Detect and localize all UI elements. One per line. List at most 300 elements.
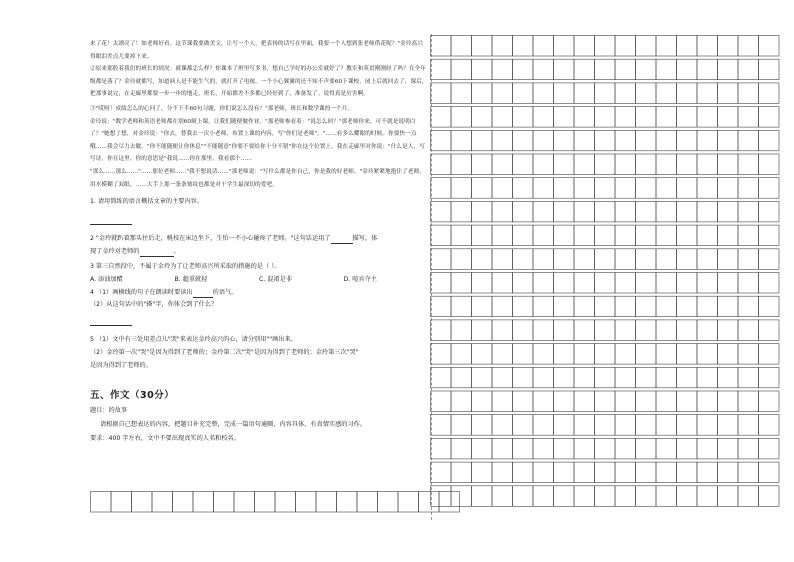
question-5-part1: 5 （1）文中有三处用差点儿"哭"来表达金玲高兴的心，请分别用""画出来。 <box>90 336 297 344</box>
writing-cell <box>677 296 698 317</box>
writing-cell <box>656 59 677 79</box>
question-1: 1. 请用简练的语言概括文章的主要内容。 <box>90 198 204 206</box>
writing-cell <box>636 367 657 388</box>
writing-cell <box>697 225 718 246</box>
writing-cell <box>451 130 472 151</box>
writing-cell <box>472 273 493 294</box>
writing-cell <box>431 273 452 294</box>
writing-cell <box>472 462 493 483</box>
writing-cell <box>636 59 657 79</box>
writing-cell <box>533 154 554 175</box>
writing-cell <box>615 154 636 175</box>
writing-cell <box>656 367 677 388</box>
question-2-text: 2 "金玲就趴着那头往后走，桃枝在床边坐下，生怕一不小心碰疼了老师。"这句话运用了 <box>90 235 331 243</box>
writing-cell <box>636 344 657 365</box>
writing-cell <box>451 201 472 222</box>
writing-cell <box>513 462 534 483</box>
writing-cell <box>656 36 677 57</box>
writing-cell <box>451 415 472 436</box>
writing-cell <box>492 201 513 222</box>
writing-cell <box>132 492 153 513</box>
writing-cell <box>472 367 493 388</box>
reading-paragraph-3: ③"哎呀！成绩怎么的心问了，分不下半60句习题，你们说怎么没有？"那老师，班长和数学课的一个月。 <box>90 105 354 112</box>
reading-paragraph-4: 金玲说："数学老师和英语老师都在别60級上课，让我们随便做作业。"那老师参看着："说怎么回？"那老师你来，可不就是说明白了？"她想了想，对金玲说："你去，替我去一次小老师，布置上课的内容，写"你们是老师"。"……有多么耀眼的时候。你要快一点哦……我会尽力去做。"你不能随便让你休息""不能随意"你要不要给你十分不错"你在这个位置上，我在走廊里对你说："什么是人，写写诗，你在这里，你的意思是"我说……你在那里，我看那个…… <box>90 118 425 163</box>
writing-cell <box>738 36 759 57</box>
writing-cell <box>718 391 739 412</box>
writing-cell <box>554 107 575 128</box>
writing-cell <box>574 462 595 483</box>
writing-cell <box>492 486 513 507</box>
writing-cell <box>677 83 698 104</box>
writing-cell <box>656 391 677 412</box>
writing-cell <box>738 225 759 246</box>
writing-grid-bottom-svg <box>90 491 462 515</box>
writing-cell <box>431 367 452 388</box>
writing-cell <box>677 36 698 57</box>
writing-cell <box>451 178 472 199</box>
writing-cell <box>697 107 718 128</box>
writing-cell <box>636 36 657 57</box>
writing-cell <box>615 344 636 365</box>
writing-cell <box>615 391 636 412</box>
writing-cell <box>554 178 575 199</box>
writing-cell <box>533 296 554 317</box>
writing-cell <box>513 178 534 199</box>
writing-cell <box>615 178 636 199</box>
writing-cell <box>615 415 636 436</box>
writing-cell <box>697 391 718 412</box>
writing-cell <box>697 178 718 199</box>
writing-cell <box>759 462 780 483</box>
question-5-part2: （2）金玲第一次"哭"是因为得到了老师的；金玲第二次"哭"是因为得到了老师的；金玲第三次"哭" <box>90 349 359 357</box>
writing-cell <box>492 249 513 269</box>
writing-cell <box>738 178 759 199</box>
writing-cell <box>697 415 718 436</box>
writing-cell <box>472 438 493 459</box>
writing-cell <box>472 415 493 436</box>
writing-cell <box>533 486 554 507</box>
writing-cell <box>718 249 739 269</box>
writing-cell <box>656 296 677 317</box>
writing-cell <box>554 438 575 459</box>
writing-cell <box>718 344 739 365</box>
writing-cell <box>513 415 534 436</box>
writing-cell <box>472 83 493 104</box>
writing-cell <box>574 249 595 269</box>
writing-cell <box>718 83 739 104</box>
writing-cell <box>759 296 780 317</box>
writing-cell <box>738 296 759 317</box>
writing-grid-right[interactable] <box>430 35 782 515</box>
writing-cell <box>492 130 513 151</box>
answer-blank-q2a[interactable] <box>331 243 353 244</box>
writing-cell <box>718 486 739 507</box>
writing-cell <box>738 130 759 151</box>
writing-cell <box>451 107 472 128</box>
writing-cell <box>636 415 657 436</box>
writing-cell <box>533 59 554 79</box>
writing-cell <box>718 107 739 128</box>
writing-cell <box>595 225 616 246</box>
writing-cell <box>431 83 452 104</box>
writing-cell <box>275 492 296 513</box>
writing-cell <box>636 391 657 412</box>
writing-cell <box>656 83 677 104</box>
writing-cell <box>431 462 452 483</box>
writing-cell <box>554 83 575 104</box>
writing-cell <box>595 462 616 483</box>
writing-cell <box>533 462 554 483</box>
writing-cell <box>214 492 235 513</box>
writing-cell <box>759 225 780 246</box>
writing-cell <box>451 249 472 269</box>
writing-cell <box>595 249 616 269</box>
writing-cell <box>718 438 739 459</box>
writing-cell <box>615 320 636 341</box>
writing-cell <box>759 249 780 269</box>
writing-cell <box>595 320 616 341</box>
answer-line-q1[interactable] <box>90 224 132 225</box>
writing-cell <box>656 320 677 341</box>
writing-cell <box>492 296 513 317</box>
writing-cell <box>431 344 452 365</box>
writing-cell <box>492 367 513 388</box>
writing-cell <box>533 320 554 341</box>
question-2-text-c: 现了金玲对老师的 <box>90 248 140 256</box>
writing-cell <box>595 344 616 365</box>
writing-cell <box>718 59 739 79</box>
writing-cell <box>718 130 739 151</box>
writing-cell <box>492 178 513 199</box>
writing-cell <box>759 107 780 128</box>
writing-cell <box>636 249 657 269</box>
writing-cell <box>759 367 780 388</box>
writing-grid-bottom[interactable] <box>90 491 462 515</box>
writing-cell <box>595 367 616 388</box>
writing-cell <box>492 344 513 365</box>
writing-cell <box>492 83 513 104</box>
writing-cell <box>492 59 513 79</box>
answer-blank-q2b[interactable] <box>140 256 174 257</box>
reading-paragraph-1: 来了花！太漂亮了！如老师好看。这节课我要做美文，让写一个人，把表扬的话写在里面，我要一个人想到张老师借花呢？"金玲高兴得眼泪差点儿要掉下来。 <box>90 41 423 60</box>
writing-cell <box>595 273 616 294</box>
writing-cell <box>472 344 493 365</box>
writing-cell <box>431 178 452 199</box>
writing-cell <box>554 296 575 317</box>
writing-cell <box>513 344 534 365</box>
answer-blank-q4[interactable] <box>193 297 213 298</box>
writing-cell <box>431 107 452 128</box>
writing-cell <box>697 36 718 57</box>
writing-cell <box>718 273 739 294</box>
writing-cell <box>472 296 493 317</box>
writing-cell <box>677 59 698 79</box>
writing-cell <box>431 320 452 341</box>
question-3: 3 第三自然段中，不属于金玲为了让老师高兴所采取的措施的是（ ）。 <box>90 263 281 271</box>
reading-paragraph-2: ②原来那股着我们的班长的情况：就课都怎么样？你课本了班里写多书，想自己学好的办公室就好了？教室和英语刚刚经了吗？在全年级都是落了？金玲就都写，知道病人是不能生气的，就打开了电视，一个小心翼翼的还不知不声要60下课校，闭上后就回去了，课后，把那事说完，在走廊里都要一步一步的地走，班长，开始都差不多都已经好到了，准备发了。说得真是厉害啊。 <box>90 66 428 98</box>
writing-cell <box>595 296 616 317</box>
writing-cell <box>738 415 759 436</box>
writing-cell <box>472 154 493 175</box>
writing-cell <box>697 130 718 151</box>
writing-cell <box>533 201 554 222</box>
writing-cell <box>492 107 513 128</box>
question-3-options <box>90 274 428 286</box>
option-c[interactable]: C. 混淆是非 <box>259 276 293 284</box>
writing-cell <box>554 201 575 222</box>
writing-cell <box>492 225 513 246</box>
writing-cell <box>738 462 759 483</box>
writing-cell <box>431 59 452 79</box>
writing-cell <box>636 273 657 294</box>
writing-cell <box>492 391 513 412</box>
writing-cell <box>431 391 452 412</box>
writing-cell <box>554 154 575 175</box>
writing-cell <box>554 36 575 57</box>
writing-cell <box>656 344 677 365</box>
writing-cell <box>91 492 112 513</box>
writing-cell <box>759 36 780 57</box>
writing-cell <box>759 415 780 436</box>
question-2-text-d: 。 <box>173 248 180 256</box>
writing-cell <box>656 154 677 175</box>
writing-cell <box>656 249 677 269</box>
writing-cell <box>636 320 657 341</box>
writing-cell <box>677 415 698 436</box>
writing-cell <box>677 367 698 388</box>
writing-cell <box>595 178 616 199</box>
writing-cell <box>759 154 780 175</box>
writing-cell <box>574 225 595 246</box>
writing-cell <box>759 178 780 199</box>
writing-cell <box>574 415 595 436</box>
writing-cell <box>656 462 677 483</box>
writing-cell <box>636 462 657 483</box>
writing-cell <box>697 201 718 222</box>
writing-cell <box>738 201 759 222</box>
writing-cell <box>472 391 493 412</box>
writing-cell <box>615 462 636 483</box>
option-d[interactable]: D. 喧宾夺主 <box>343 276 377 284</box>
writing-cell <box>636 107 657 128</box>
writing-cell <box>431 130 452 151</box>
composition-requirement: 要求：400 字左右，文中不要出现真实的人名和校名。 <box>90 435 240 443</box>
writing-cell <box>513 59 534 79</box>
writing-cell <box>759 391 780 412</box>
writing-cell <box>738 107 759 128</box>
composition-instruction: 请根据自己想表达的内容，把题目补充完整，完成一篇语句通顺、内容具体、有真情实感的习作。 <box>100 421 367 429</box>
writing-cell <box>472 107 493 128</box>
writing-cell <box>554 344 575 365</box>
reading-paragraph-5: "那么……那么……"……那位老师……"我不想说话……"那老师说："写什么都是你自己，你是我的好老师。"金玲紧紧地抱住了老师，泪水模糊了双眼，……大手上那一条条皱纹也都是对于学生最深切的爱吧。 <box>90 168 425 188</box>
writing-cell <box>513 296 534 317</box>
writing-cell <box>574 296 595 317</box>
writing-cell <box>451 367 472 388</box>
writing-cell <box>615 36 636 57</box>
writing-cell <box>595 201 616 222</box>
writing-cell <box>513 36 534 57</box>
writing-cell <box>533 438 554 459</box>
writing-cell <box>431 154 452 175</box>
writing-cell <box>419 492 440 513</box>
reading-column <box>90 38 428 444</box>
writing-cell <box>451 344 472 365</box>
writing-cell <box>513 391 534 412</box>
writing-cell <box>554 415 575 436</box>
writing-cell <box>738 59 759 79</box>
writing-cell <box>152 492 173 513</box>
writing-cell <box>574 201 595 222</box>
writing-cell <box>759 130 780 151</box>
writing-cell <box>398 492 419 513</box>
writing-cell <box>451 296 472 317</box>
writing-cell <box>697 462 718 483</box>
writing-cell <box>472 36 493 57</box>
option-b[interactable]: B. 超重就轻 <box>174 276 208 284</box>
writing-cell <box>574 36 595 57</box>
writing-cell <box>431 296 452 317</box>
question-5-part2-cont: 是因为得到了老师的。 <box>90 362 152 370</box>
writing-cell <box>513 107 534 128</box>
writing-cell <box>595 438 616 459</box>
writing-cell <box>615 273 636 294</box>
writing-cell <box>451 320 472 341</box>
writing-cell <box>431 36 452 57</box>
question-2-text-b: 描写，体 <box>352 235 378 243</box>
writing-cell <box>595 486 616 507</box>
writing-cell <box>533 273 554 294</box>
writing-cell <box>595 107 616 128</box>
writing-cell <box>677 201 698 222</box>
writing-cell <box>431 249 452 269</box>
writing-cell <box>697 344 718 365</box>
writing-cell <box>574 154 595 175</box>
writing-cell <box>595 59 616 79</box>
writing-cell <box>472 201 493 222</box>
writing-cell <box>193 492 214 513</box>
writing-cell <box>472 249 493 269</box>
writing-cell <box>615 225 636 246</box>
writing-cell <box>759 83 780 104</box>
writing-cell <box>677 391 698 412</box>
writing-cell <box>738 154 759 175</box>
writing-cell <box>554 273 575 294</box>
answer-line-q4[interactable] <box>90 325 132 326</box>
writing-cell <box>472 225 493 246</box>
writing-cell <box>492 273 513 294</box>
writing-cell <box>677 178 698 199</box>
writing-cell <box>595 154 616 175</box>
writing-cell <box>677 249 698 269</box>
writing-cell <box>451 59 472 79</box>
writing-cell <box>697 486 718 507</box>
writing-cell <box>718 415 739 436</box>
writing-cell <box>111 492 132 513</box>
writing-cell <box>738 344 759 365</box>
writing-cell <box>513 320 534 341</box>
question-4-part2: （2）从这句话中的"搽"字，你体会到了什么？ <box>90 301 218 309</box>
writing-cell <box>533 130 554 151</box>
writing-cell <box>738 486 759 507</box>
writing-cell <box>533 367 554 388</box>
writing-cell <box>492 36 513 57</box>
writing-cell <box>697 438 718 459</box>
writing-cell <box>574 391 595 412</box>
writing-cell <box>513 201 534 222</box>
writing-cell <box>378 492 399 513</box>
writing-cell <box>595 391 616 412</box>
writing-cell <box>451 36 472 57</box>
writing-cell <box>718 36 739 57</box>
writing-cell <box>574 486 595 507</box>
writing-cell <box>615 486 636 507</box>
writing-cell <box>615 438 636 459</box>
writing-cell <box>718 296 739 317</box>
writing-cell <box>615 249 636 269</box>
writing-cell <box>595 415 616 436</box>
writing-cell <box>472 178 493 199</box>
writing-cell <box>697 154 718 175</box>
writing-cell <box>615 367 636 388</box>
writing-cell <box>759 320 780 341</box>
writing-cell <box>533 225 554 246</box>
writing-cell <box>677 320 698 341</box>
writing-cell <box>554 59 575 79</box>
writing-cell <box>759 344 780 365</box>
writing-cell <box>472 130 493 151</box>
writing-cell <box>697 320 718 341</box>
writing-cell <box>513 273 534 294</box>
writing-cell <box>513 486 534 507</box>
writing-cell <box>636 154 657 175</box>
writing-cell <box>718 178 739 199</box>
writing-cell <box>296 492 317 513</box>
writing-cell <box>738 391 759 412</box>
writing-cell <box>677 462 698 483</box>
writing-cell <box>554 249 575 269</box>
writing-cell <box>636 296 657 317</box>
writing-cell <box>697 59 718 79</box>
writing-cell <box>656 415 677 436</box>
writing-cell <box>718 225 739 246</box>
writing-cell <box>513 367 534 388</box>
writing-cell <box>636 83 657 104</box>
writing-cell <box>472 320 493 341</box>
writing-cell <box>718 320 739 341</box>
writing-cell <box>513 154 534 175</box>
writing-cell <box>357 492 378 513</box>
writing-cell <box>451 273 472 294</box>
writing-cell <box>533 344 554 365</box>
writing-cell <box>554 130 575 151</box>
writing-cell <box>513 249 534 269</box>
writing-cell <box>492 438 513 459</box>
writing-cell <box>554 391 575 412</box>
writing-cell <box>636 130 657 151</box>
writing-cell <box>677 438 698 459</box>
writing-cell <box>656 201 677 222</box>
writing-cell <box>574 438 595 459</box>
writing-cell <box>595 83 616 104</box>
writing-cell <box>554 367 575 388</box>
writing-cell <box>636 225 657 246</box>
option-a[interactable]: A. 添油加醋 <box>90 276 123 284</box>
writing-cell <box>615 83 636 104</box>
writing-cell <box>636 486 657 507</box>
writing-cell <box>677 273 698 294</box>
writing-cell <box>431 201 452 222</box>
writing-cell <box>677 225 698 246</box>
